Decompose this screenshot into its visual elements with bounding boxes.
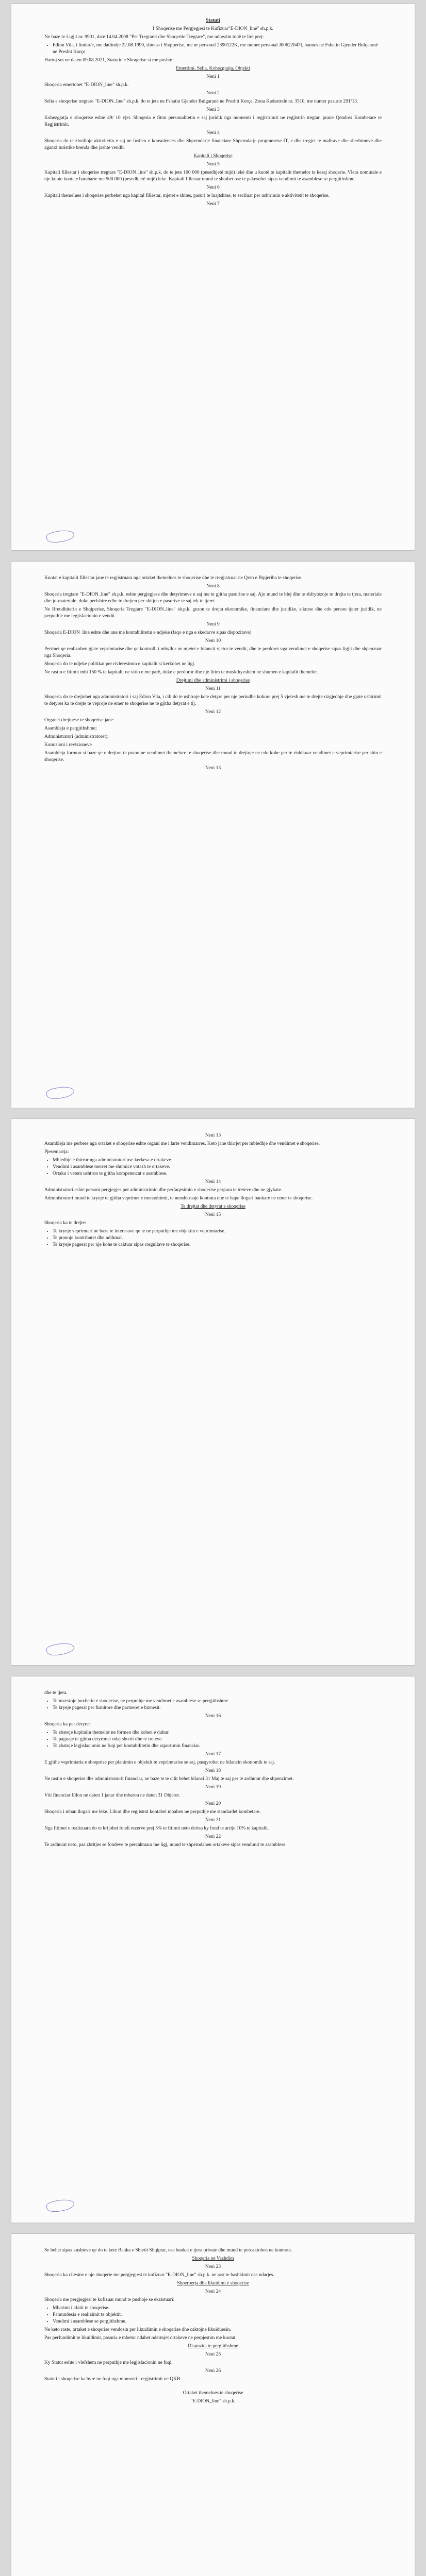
article-number: Neni 7 xyxy=(206,201,220,207)
article-text: Selia e shoqerise tregtare "E-DION_line" sh.p.k. do te jete ne Fshatin Gjender Bulgaranë ne Preshit Korçe, Zona Kadastrale nr. 3510, me numer pasurie 291/13. xyxy=(44,99,358,104)
list-item: • Mbledhje e thirrur nga administratori ose kerkesa e ortakeve. xyxy=(53,1157,382,1164)
text-line: Ky Statut eshte i vlefshem ne perputhje me legjislacionin ne fuqi. xyxy=(44,2360,173,2365)
article-number: Neni 14 xyxy=(205,1179,221,1184)
list-item: • Te paguaje te gjitha detyrimet ndaj shtetit dhe te treteve. xyxy=(53,1736,382,1743)
closing-company-name: "E-DION_line" sh.p.k. xyxy=(190,2399,236,2404)
article-text: Kapitali fillestar i shoqerise tregtare "E-DION_line" sh.p.k. do te jete 100 000 (pesedhjeté mijë) leké dhe u kuotë te kapitalit themelor te kesaj shoqerie. Vlera nominale e nje kuote kuote e barabarte me 500 000 (pesedhjeté mijë) leke. Kapitali fillestar mund te shtohet ose te pakesohet sipas vendimit te asamblese se pergjithshme. xyxy=(44,170,382,182)
list-item: • Te zbatoje kapitalin themelor ne formen dhe kohen e duhur. xyxy=(53,1730,382,1736)
intro-line-1: I Shoqerise me Pergjegjesi te Kufizuar"E-DION_line" sh.p.k. xyxy=(153,26,273,31)
text-line: Perimet qe realizohen gjate veprimtarise dhe qe kontrolli i mbyllur ne mjetet e bilancit vjetor te vendit, dhe te perdoret nga vendimet e shoqerise sipas ligjit dhe shpenzuar nga Shoqeria. xyxy=(44,647,382,658)
article-number: Neni 9 xyxy=(206,622,220,627)
list-item: • Vendimi i asamblese merret me shumice votash te ortakeve. xyxy=(53,1164,382,1171)
bullet-list xyxy=(44,1698,382,1711)
article-number: Neni 3 xyxy=(206,107,220,112)
statute-title: Statuti xyxy=(206,18,220,23)
section-heading-rights: Te drejtat dhe detyrat e shoqerise xyxy=(181,1204,245,1209)
list-item: • Ortaku i vetem ushtron te gjitha kompetencat e asamblese. xyxy=(53,1171,382,1177)
text-line: Ne rastin e fitimit mbi 150 % te kapitalit ne vitin e me parë, duke e perdorur dhe nje fitim te moskthyeshëm ne shumen e kapitalit themelor. xyxy=(44,670,318,675)
list-item: • Te kryeje pagesat per nje kohe te caktuar sipas rregullave te shoqerise. xyxy=(53,1242,382,1248)
text-line: Ne Rreudhiterin e Shqiperise, Shoqeria Tregtare "E-DION_line" sh.p.k. gezon te drejta ekonomike, financiare dhe juridike, sikurse dhe cdo person tjeter juridik, ne perputhje me legjislacionin e vendit. xyxy=(44,607,382,619)
text-line: Viti financiar fillon ne daten 1 janar dhe mbaron ne daten 31 Dhjetor. xyxy=(44,1793,180,1798)
text-line: Shoqeria tregtare "E-DION_line" sh.p.k. eshte pergjegjese dhe detyrimeve e saj me te gjitha pasurine e saj. Ajo mund te blej dhe te shfrytezoje te drejta te tjera, materiale dhe jo-materiale, duke perfshire edhe te drejten per shitjen e pasurive te saj tek te tjeret. xyxy=(44,592,382,604)
list-item: • Pamundesia e realizimit te objektit. xyxy=(53,2312,382,2318)
text-line: Shoqeria do te drejtohet nga administratori i saj Edion Vila, i cili do te ushtroje kete detyre per nje periudhe kohore prej 5 vjetesh me te drejte rizgjedhje dhe gjate ushtrimit te detyres ka te drejte te veproje ne emer te shoqerise ne te gjitha detyrat e tij. xyxy=(44,694,382,706)
text-line: Kuotat e kapitalit fillestar jane te regjistruara nga ortaket themelues te shoqerise dhe te rregjistruar ne Qvm e Bipjeriha te shoqerise. xyxy=(44,575,303,581)
article-number: Neni 13 xyxy=(205,1133,221,1138)
document-page-2 xyxy=(11,562,415,1108)
article-number: Neni 25 xyxy=(205,2352,221,2357)
article-number: Neni 17 xyxy=(205,1752,221,1757)
list-item: • Te pranoje kontributet dhe ndihmat. xyxy=(53,1235,382,1242)
article-number: Neni 22 xyxy=(205,1834,221,1839)
article-text: Kohezgjatja e shoqerise eshte 49/ 10 vjet. Shoqeria e fiton personalitetin e saj juridik nga momenti i regjistrimit ne regjistrin tregtar, prane Qendres Kombetare te Regjistrimit. xyxy=(44,115,382,127)
text-line: Administratori (administratoret); xyxy=(44,734,109,739)
article-text: Shoqeria do te zhvilloje aktivitetin e saj ne fushen e konsulences dhe Shperndarje financiare Shperndarje programeve IT, e dhe tregjet te mallrave dhe sherbimeve dhe aganxi turistike brenda dhe jashte vendit. xyxy=(44,139,382,150)
article-number: Neni 20 xyxy=(205,1801,221,1806)
article-number: Neni 8 xyxy=(206,584,220,589)
section-heading-dissolution: Shperberja dhe likuidimi e shoqerise xyxy=(177,2281,249,2286)
intro-line-4: Hartoj sot ne daten 09.08.2021, Statutin e Shoqerise si me poshte : xyxy=(44,58,175,63)
bullet-list xyxy=(44,2305,382,2325)
article-number: Neni 21 xyxy=(205,1818,221,1823)
closing-founders: Ortaket themelues te shoqerise xyxy=(183,2391,243,2396)
article-text: Kapitali themelues i shoqerise perbehet nga kapital fillestar, mjetet e shites, pasuri te luajtshme, te seciluar per ushtrimin e aktivitetit te shoqerise. xyxy=(44,193,330,198)
text-line: Nga fitimet e realizuara do te krijohet fondi rezerve prej 5% te fitimit neto derisa ky fond te arrije 10% te kapitalit. xyxy=(44,1826,269,1831)
list-item: • Mbarimi i afatit te shoqerise. xyxy=(53,2305,382,2312)
section-heading-general: Dispozita te pergjithshme xyxy=(188,2344,238,2349)
article-number: Neni 15 xyxy=(205,1212,221,1217)
founders-list xyxy=(44,42,382,56)
list-item: • Te kryeje veprimtari ne baze te interesave qe te ne perputhje me objektin e veprimtarise. xyxy=(53,1228,382,1235)
text-line: Administratori mund te kryeje te gjitha veprimet e menaxhimit, te nenshkruaje kontrata dhe te hape llogari bankare ne emer te shoqerise. xyxy=(44,1196,313,1201)
text-line: Shoqeria ka te drejte: xyxy=(44,1221,86,1226)
founder-item: • Edion Vila, i lindur/e, me datlindje 22.08.1990, shtetas i Shqiperise, me nr personal 2390122K, me numer personal J00622047I, banues ne Fshatin Gjender Bulqaranë ne Preshit Korçe. xyxy=(53,42,382,56)
text-line: Administratori eshte personi pergjegjes per administrimin dhe perfaqesimin e shoqerise perpara te treteve dhe ne gjykate. xyxy=(44,1188,282,1193)
article-number: Neni 24 xyxy=(205,2289,221,2294)
text-line: Pas perfundimit te likuidimit, pasuria e mbetur ndahet ndermjet ortakeve ne perpjestim me kuotat. xyxy=(44,2335,237,2341)
article-number: Neni 18 xyxy=(205,1768,221,1773)
article-number: Neni 16 xyxy=(205,1714,221,1719)
text-line: Shoqeria me pergjegjesi te kufizuar mund te pushoje se ekzistuari: xyxy=(44,2297,175,2302)
text-line: Shoqeria ka cilesine e nje shoqerie me pergjegjesi te kufizuar "E-DION_line" sh.p.k. ne rast te bashkimit ose ndarjes. xyxy=(44,2273,274,2278)
text-line: Ne keto raste, ortaket e shoqerise vendosin per likuidimin e shoqerise dhe caktojne likuiduesin. xyxy=(44,2327,231,2332)
text-line: Te ardhurat neto, pas zbritjes se fondeve te percaktuara me ligj, mund te shperndahen ortakeve sipas vendimit te asamblese. xyxy=(44,1842,287,1848)
text-line: Pjesemarrja: xyxy=(44,1149,69,1155)
list-item: • Te zbatoje legjislacionin ne fuqi per kontabilitetin dhe raportimin financiar. xyxy=(53,1743,382,1750)
text-line: dhe te tjera. xyxy=(44,1690,68,1696)
list-item: • Te kryeje pagesat per furnitore dhe partneret e biznesit. xyxy=(53,1705,382,1711)
section-heading-capital: Kapitali i Shoqerise xyxy=(193,154,233,159)
text-line: E gjithe veprimtaria e shoqerise per planimin e objektit te veprimtarise se saj, pasqyrohet ne bilancin ekonomik te saj. xyxy=(44,1760,275,1765)
text-line: Shoqeria do te ndjeke politikat per rivleresimin e kapitalit si kerkohet ne ligj. xyxy=(44,662,195,667)
text-line: Statuti i shoqerise ka hyre ne fuqi nga momenti i regjistrimit ne QKB. xyxy=(44,2377,182,2382)
article-number: Neni 12 xyxy=(205,709,221,715)
section-heading-management: Drejtimi dhe administrimi i shoqerise xyxy=(176,678,250,683)
text-line: Ne rastin e shoqerise dhe administratorit financiar, ne baze te te cilit behet bilanci 31 Maj te saj per te ardhurat dhe shpenzimet. xyxy=(44,1776,294,1782)
text-line: Shoqeria ka per detyre: xyxy=(44,1722,90,1727)
bullet-list xyxy=(44,1730,382,1750)
text-line: Asambleja e pergjithshme; xyxy=(44,726,97,731)
article-number: Neni 13 xyxy=(205,766,221,771)
document-page-1 xyxy=(11,4,415,550)
section-heading-name-seat: Emertimi, Selia, Kohezgjatja, Objekti xyxy=(176,66,250,71)
article-number: Neni 23 xyxy=(205,2264,221,2269)
bullet-list xyxy=(44,1228,382,1248)
article-number: Neni 2 xyxy=(206,91,220,96)
text-line: Asambleja me perbere nga ortaket e shoqerise eshte organi me i larte vendimarres. Keto jane thirrjet per mbledhje dhe vendimet e shoqerise. xyxy=(44,1141,320,1146)
article-text: Shoqeria emertohet "E-DION_line" sh.p.k. xyxy=(44,82,129,88)
document-page-4 xyxy=(11,1676,415,2223)
intro-line-2: Ne baze te Ligjit nr. 9901, date 14.04.2008 "Per Tregtaret dhe Shoqerite Tregtare", me udhezim tonë te lirë prej: xyxy=(44,35,264,40)
list-item: • Vendimi i asamblese se pergjithshme. xyxy=(53,2318,382,2325)
text-line: Organet drejtuese te shoqerise jane: xyxy=(44,718,114,723)
text-line: Shoqeria E-DION_line eshte dhe une me kontabilitetin e ndjeke (faqo e nga e skedarve sipas dispozitave) xyxy=(44,630,252,635)
text-line: Asambleja formon si baze qe e drejton te pranojne vendimet themelore te shoqerise dhe mund te drejtoje ne cdo kohe per te rishikuar vendimet e veprimtarise per shin e shoqerise. xyxy=(44,751,382,762)
text-line: Shoqeria i mban llogari me leke. Librat dhe regjistrat kontabel mbahen ne perputhje me standardet kombetare. xyxy=(44,1809,261,1815)
text-line: Komisioni i revizioneve xyxy=(44,742,92,748)
article-number: Neni 11 xyxy=(205,686,221,691)
text-line: Se behet sipas kushteve qe do te kete Banka e Shtetit Shqiptar, ose bankat e tjera private dhe mund te percaktohen ne kontrate. xyxy=(44,2248,292,2253)
bullet-list xyxy=(44,1157,382,1177)
list-item: • Te investoje buxhetin e shoqerise, ne perputhje me vendimet e asamblese se pergjithshme. xyxy=(53,1698,382,1705)
article-number: Neni 26 xyxy=(205,2368,221,2374)
document-page-5 xyxy=(11,2234,415,2576)
article-number: Neni 5 xyxy=(206,162,220,167)
article-number: Neni 4 xyxy=(206,130,220,135)
document-page-3 xyxy=(11,1119,415,1665)
article-number: Neni 19 xyxy=(205,1785,221,1790)
article-number: Neni 1 xyxy=(206,74,220,79)
section-heading-continuation: Shoqeria ne Vazhdim xyxy=(192,2256,234,2261)
article-number: Neni 6 xyxy=(206,185,220,190)
article-number: Neni 10 xyxy=(205,638,221,643)
